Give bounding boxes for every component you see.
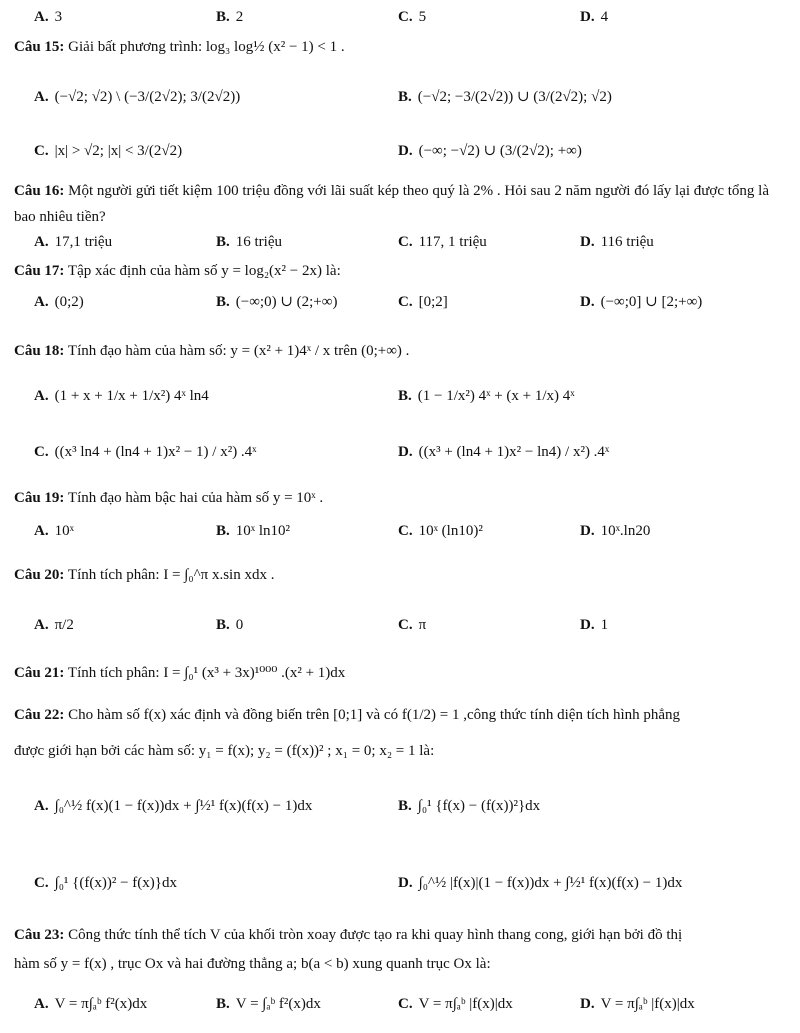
q15-option-c[interactable]: C. |x| > √2; |x| < 3/(2√2) [34,143,183,159]
q21-math: I = ∫₀¹ (x³ + 3x)¹⁰⁰⁰ .(x² + 1)dx [163,665,346,681]
q22-option-d[interactable]: D. ∫₀^½ |f(x)|(1 − f(x))dx + ∫½¹ f(x)(f(x) − 1)dx [398,875,683,891]
question-23-line2: hàm số y = f(x) , trục Ox và hai đường thẳng a; b(a < b) xung quanh trục Ox là: [14,956,491,972]
q17-math: y = log₂(x² − 2x) [221,263,322,279]
q22-option-a[interactable]: A. ∫₀^½ f(x)(1 − f(x))dx + ∫½¹ f(x)(f(x) − 1)dx [34,798,313,814]
q17-option-b[interactable]: B. (−∞;0) ∪ (2;+∞) [216,294,338,310]
q16-option-c[interactable]: C. 117, 1 triệu [398,234,487,250]
q18-math: y = (x² + 1)4ˣ / x [230,343,331,359]
q18-option-c[interactable]: C. ((x³ ln4 + (ln4 + 1)x² − 1) / x²) .4ˣ [34,444,257,460]
q18-option-b[interactable]: B. (1 − 1/x²) 4ˣ + (x + 1/x) 4ˣ [398,388,575,404]
q15-option-a[interactable]: A. (−√2; √2) \ (−3/(2√2); 3/(2√2)) [34,89,241,105]
q20-option-b[interactable]: B. 0 [216,617,244,633]
top-option-c[interactable]: C. 5 [398,9,427,25]
question-17: Câu 17: Tập xác định của hàm số y = log₂(x² − 2x) là: [14,263,341,279]
q22-option-b[interactable]: B. ∫₀¹ {f(x) − (f(x))²}dx [398,798,541,814]
question-20: Câu 20: Tính tích phân: I = ∫₀^π x.sin xdx . [14,567,275,583]
q23-option-a[interactable]: A. V = π∫ₐᵇ f²(x)dx [34,996,148,1012]
q18-option-d[interactable]: D. ((x³ + (ln4 + 1)x² − ln4) / x²) .4ˣ [398,444,610,460]
question-23: Câu 23: Công thức tính thể tích V của khối tròn xoay được tạo ra khi quay hình thang cong, giới hạn bởi đồ thị [14,927,683,943]
q20-option-d[interactable]: D. 1 [580,617,609,633]
question-22-line2: được giới hạn bởi các hàm số: y₁ = f(x); y₂ = (f(x))² ; x₁ = 0; x₂ = 1 là: [14,743,435,759]
q23-option-c[interactable]: C. V = π∫ₐᵇ |f(x)|dx [398,996,513,1012]
q22-option-c[interactable]: C. ∫₀¹ {(f(x))² − f(x)}dx [34,875,177,891]
q19-option-a[interactable]: A. 10ˣ [34,523,74,539]
question-15: Câu 15: Giải bất phương trình: log₃ log½ (x² − 1) < 1 . [14,39,345,55]
top-option-d[interactable]: D. 4 [580,9,609,25]
q23-option-d[interactable]: D. V = π∫ₐᵇ |f(x)|dx [580,996,695,1012]
q18-option-a[interactable]: A. (1 + x + 1/x + 1/x²) 4ˣ ln4 [34,388,209,404]
q15-option-b[interactable]: B. (−√2; −3/(2√2)) ∪ (3/(2√2); √2) [398,89,612,105]
question-19: Câu 19: Tính đạo hàm bậc hai của hàm số y = 10ˣ . [14,490,324,506]
question-18: Câu 18: Tính đạo hàm của hàm số: y = (x² + 1)4ˣ / x trên (0;+∞) . [14,343,410,359]
q16-option-a[interactable]: A. 17,1 triệu [34,234,113,250]
question-21: Câu 21: Tính tích phân: I = ∫₀¹ (x³ + 3x)¹⁰⁰⁰ .(x² + 1)dx [14,665,346,681]
q19-option-b[interactable]: B. 10ˣ ln10² [216,523,291,539]
q23-option-b[interactable]: B. V = ∫ₐᵇ f²(x)dx [216,996,321,1012]
question-16: Câu 16: Một người gửi tiết kiệm 100 triệu đồng với lãi suất kép theo quý là 2% . Hỏi sau 2 năm người đó lấy lại được tổng là bao nhiêu tiền? [14,183,769,225]
q17-option-a[interactable]: A. (0;2) [34,294,84,310]
q19-math: y = 10ˣ . [272,490,324,506]
q15-option-d[interactable]: D. (−∞; −√2) ∪ (3/(2√2); +∞) [398,143,582,159]
q15-math: log₃ log½ (x² − 1) < 1 . [205,39,345,55]
q20-option-c[interactable]: C. π [398,617,427,633]
top-option-a[interactable]: A. 3 [34,9,63,25]
q17-option-d[interactable]: D. (−∞;0] ∪ [2;+∞) [580,294,703,310]
question-22: Câu 22: Cho hàm số f(x) xác định và đồng biến trên [0;1] và có f(1/2) = 1 ,công thức tính diện tích hình phẳng [14,707,681,723]
q19-option-d[interactable]: D. 10ˣ.ln20 [580,523,651,539]
q19-option-c[interactable]: C. 10ˣ (ln10)² [398,523,483,539]
q16-option-b[interactable]: B. 16 triệu [216,234,283,250]
q17-option-c[interactable]: C. [0;2] [398,294,448,310]
top-option-b[interactable]: B. 2 [216,9,244,25]
q20-option-a[interactable]: A. π/2 [34,617,74,633]
q16-option-d[interactable]: D. 116 triệu [580,234,654,250]
q20-math: I = ∫₀^π x.sin xdx . [163,567,275,583]
